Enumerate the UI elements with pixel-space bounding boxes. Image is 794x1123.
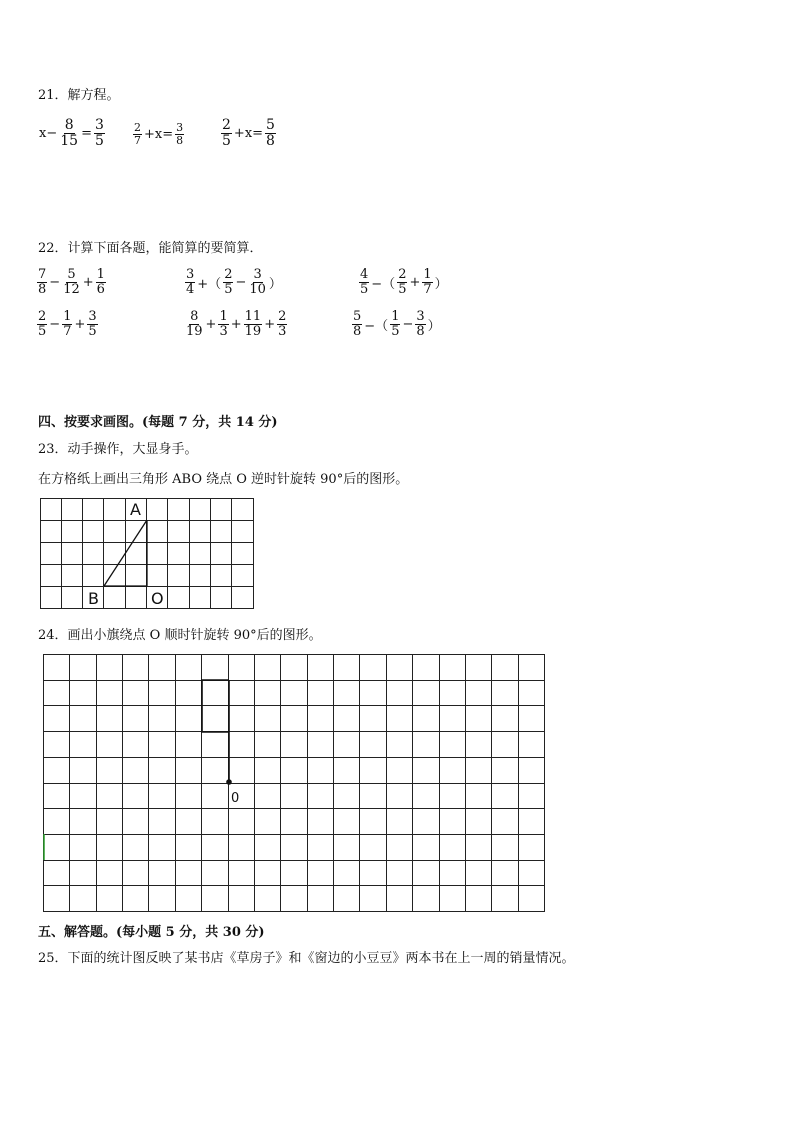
section-4-heading: 四、按要求画图。(每题 7 分，共 14 分) [38, 415, 278, 430]
q23-instruction: 在方格纸上画出三角形 ABO 绕点 O 逆时针旋转 90°后的图形。 [38, 472, 409, 487]
point-o-dot [226, 779, 232, 785]
eq3-mid: +x= [233, 125, 264, 141]
q22-expression-3 [358, 268, 449, 296]
fraction: $\frac{3}{5}$ [94, 117, 104, 149]
fraction: $\frac{4}{5}$ [360, 267, 369, 297]
q21-equation-2 [132, 122, 185, 146]
fraction: $\frac{5}{12}$ [63, 267, 80, 297]
operator: −（ [364, 318, 389, 334]
q24-grid[interactable] [43, 654, 546, 913]
q22-title: 22．计算下面各题，能简算的要简算． [38, 241, 263, 256]
point-a-label: A [130, 500, 141, 519]
q23-title: 23．动手操作，大显身手。 [38, 442, 198, 457]
q25-title: 25．下面的统计图反映了某书店《草房子》和《窗边的小豆豆》两本书在上一周的销量情况。 [38, 951, 575, 966]
fraction: $\frac{11}{19}$ [244, 309, 262, 339]
operator: + [82, 274, 94, 290]
eq1-mid: = [81, 125, 92, 141]
q21-equation-3 [220, 118, 277, 148]
operator: + [74, 316, 86, 332]
fraction: $\frac{1}{3}$ [219, 309, 228, 339]
q22-expression-4 [36, 310, 99, 338]
grid-lines [43, 654, 545, 912]
operator: −（ [371, 276, 396, 292]
operator: ） [434, 276, 448, 292]
operator: +（ [197, 276, 222, 292]
fraction: $\frac{2}{7}$ [134, 121, 141, 147]
fraction: $\frac{3}{4}$ [186, 267, 195, 297]
fraction: $\frac{3}{8}$ [176, 121, 184, 147]
fraction: $\frac{8}{19}$ [186, 309, 203, 339]
point-o-label: 0 [231, 791, 240, 806]
fraction: $\frac{2}{5}$ [224, 267, 233, 297]
q22-expression-1 [36, 268, 107, 296]
fraction: $\frac{1}{6}$ [96, 267, 105, 297]
operator: − [49, 316, 61, 332]
operator: + [264, 316, 276, 332]
operator: − [49, 274, 61, 290]
fraction: $\frac{3}{5}$ [88, 309, 97, 339]
q23-grid[interactable] [40, 498, 256, 610]
eq2-mid: +x= [144, 126, 174, 142]
fraction: $\frac{7}{8}$ [38, 267, 47, 297]
q22-expression-6 [351, 310, 442, 338]
fraction: $\frac{1}{5}$ [391, 309, 400, 339]
fraction: $\frac{3}{8}$ [416, 309, 425, 339]
fraction: $\frac{3}{10}$ [249, 267, 266, 297]
point-b-label: B [88, 589, 99, 608]
fraction: $\frac{5}{8}$ [266, 117, 275, 149]
fraction: $\frac{2}{5}$ [38, 309, 47, 339]
section-5-heading: 五、解答题。(每小题 5 分，共 30 分) [38, 925, 265, 940]
operator: ） [427, 318, 441, 334]
q21-title: 21．解方程。 [38, 88, 120, 103]
fraction: $\frac{2}{5}$ [222, 117, 231, 149]
fraction: $\frac{8}{15}$ [60, 117, 79, 149]
fraction: $\frac{1}{7}$ [423, 267, 432, 297]
fraction: $\frac{5}{8}$ [353, 309, 362, 339]
fraction: $\frac{2}{5}$ [398, 267, 407, 297]
eq1-lead: x− [39, 125, 58, 141]
fraction: $\frac{2}{3}$ [278, 309, 287, 339]
q22-expression-2 [184, 268, 283, 296]
q24-title: 24．画出小旗绕点 O 顺时针旋转 90°后的图形。 [38, 628, 322, 643]
operator: + [230, 316, 242, 332]
operator: − [235, 274, 247, 290]
operator: − [402, 316, 414, 332]
operator: ） [268, 276, 282, 292]
fraction: $\frac{1}{7}$ [63, 309, 72, 339]
point-o-label: O [151, 589, 164, 608]
q22-expression-5 [184, 310, 288, 338]
operator: + [409, 274, 421, 290]
q21-equation-1 [38, 118, 106, 148]
operator: + [205, 316, 217, 332]
